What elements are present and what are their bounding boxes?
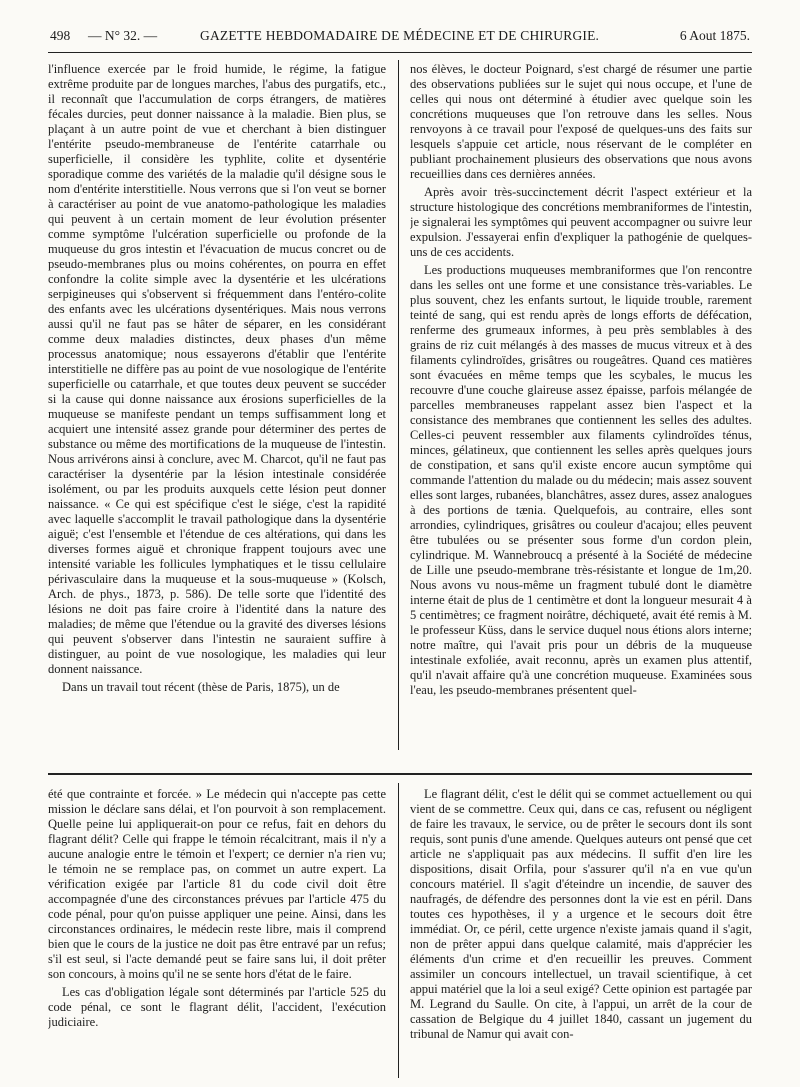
feuilleton-column-left	[48, 787, 386, 1077]
paragraph: Le flagrant délit, c'est le délit qui se commet actuellement ou qui vient de se commettre. Ceux qui, dans ce cas, refusent ou négligent de faire les travaux, le service, ou de prêter le secours dont ils sont requis, sont punis d'une amende. Quelques auteurs ont pensé que cet article ne s'appliquait pas aux médecins. Il suffit d'en lire les dispositions, disait Orfila, pour s'assurer qu'il n'a en vue qu'un concours matériel. Il s'agit d'éteindre un incendie, de sauver des naufragés, de défendre des personnes dont la vie est en péril. Dans toutes ces hypothèses, il y a urgence et le secours doit être immédiat. Or, ce péril, cette urgence n'existe jamais quand il s'agit, non de prêter appui dans quelque calamité, mais d'apprécier les éléments d'un crime et d'en recueillir les preuves. Comment assimiler un concours intellectuel, un travail scientifique, à cet appui matériel que la loi a seul exigé? Cette opinion est partagée par M. Legrand du Saulle. On cite, à l'appui, un arrêt de la cour de cassation de Belgique du 4 juillet 1840, cassant un jugement du tribunal de Namur qui avait con-	[410, 787, 752, 1041]
article-column-left	[48, 62, 386, 750]
feuilleton-column-right	[410, 787, 752, 1077]
top-column-divider	[398, 60, 399, 750]
paragraph: été que contrainte et forcée. » Le médecin qui n'accepte pas cette mission le déclare sans délai, et l'on pourvoit à son remplacement. Quelle peine lui appliquerait-on pour ce refus, fait en dehors du flagrant délit? Celle qui frappe le témoin récalcitrant, mais il n'y a aucune analogie entre le témoin et l'expert; ce dernier n'a rien vu; le témoin ne se remplace pas, on commet un autre expert. La vérification exigée par l'article 81 du code civil doit être accompagnée d'une des circonstances prévues par l'article 475 du code pénal, pour qu'on puisse appliquer une peine. Ainsi, dans les circonstances ordinaires, le médecin reste libre, mais il comprend bien que le cours de la justice ne doit pas être entravé par un refus; s'il est seul, si l'acte demandé peut se faire sans lui, il doit prêter son concours, à moins qu'il ne se sente hors d'état de le faire.	[48, 787, 386, 981]
paragraph: l'influence exercée par le froid humide, le régime, la fatigue extrême produite par de longues marches, l'abus des purgatifs, etc., il reconnaît que l'accumulation de corps étrangers, de matières fécales durcies, peut donner naissance à la maladie. Bien plus, se plaçant à un autre point de vue et cherchant à bien distinguer l'entérite pseudo-membraneuse de l'entérite catarrhale ou superficielle, il considère les typhlite, colite et dysentérie sporadique comme des variétés de la maladie qu'il désigne sous le nom d'entérite interstitielle. Nous verrons que si l'on veut se borner à caractériser au point de vue anatomo-pathologique les maladies qui peuvent à un certain moment de leur évolution présenter comme symptôme l'ulcération superficielle ou profonde de la muqueuse du gros intestin et l'évacuation de mucus concret ou de pseudo-membranes plus ou moins cohérentes, on pourra en effet confondre la colite simple avec la dysentérie et les ulcérations serpigineuses qui s'observent si fréquemment dans l'entéro-colite des enfants avec les ulcérations dysentériques. Mais nous verrons aussi qu'il ne faut pas se hâter de séparer, en les considérant comme deux maladies distinctes, deux phases d'un même processus anatomique; nous essayerons d'établir que l'entérite interstitielle ne diffère pas au point de vue nosologique de l'entérite superficielle ou catarrhale, et que toutes deux peuvent se succéder si la cause qui donne naissance aux érosions superficielles de la muqueuse se manifeste pendant un temps suffisamment long et acquiert une intensité assez grande pour déterminer des pertes de substance ou même des mortifications de la muqueuse de l'intestin. Nous arrivérons ainsi à conclure, avec M. Charcot, qu'il ne faut pas caractériser la dysentérie par la lésion intestinale considérée isolément, ou par les produits auxquels cette lésion peut donner naissance. « Ce qui est spécifique c'est le siége, c'est la rapidité avec laquelle s'accomplit le travail pathologique dans la dysentérie aiguë; c'est l'ensemble et l'étendue de ces altérations, qui dans les diverses formes aiguë et chronique frappent toujours avec une intensité variable les follicules lymphatiques et le tissu cellulaire périvasculaire dans la muqueuse et la sous-muqueuse » (Kolsch, Arch. de phys., 1873, p. 586). De telle sorte que l'identité des lésions ne doit pas faire croire à l'identité dans la nature des maladies; de même que l'étendue ou la gravité des diverses lésions qui peuvent s'observer dans l'intestin ne sauraient suffire à distinguer, au point de vue nosologique, les maladies qui leur donnent naissance.	[48, 62, 386, 676]
section-rule	[48, 773, 752, 775]
issue-number: — N° 32. —	[88, 28, 158, 43]
paragraph: Les productions muqueuses membraniformes que l'on rencontre dans les selles ont une forme et une consistance très-variables. Le plus souvent, chez les enfants surtout, le liquide trouble, rarement teinté de sang, qui est rendu après de longs efforts de défécation, renferme des grumeaux informes, à peu près semblables à des grains de riz cuit mélangés à des masses de mucus vitreux et à des filaments cylindroïdes, grisâtres ou rougeâtres. Quand ces matières sont évacuées en même temps que les scybales, le mucus les recouvre d'une couche glaireuse assez épaisse, parfois mélangée de parcelles membraneuses rappelant assez bien l'aspect et la consistance des membranes que contiennent les selles des adultes. Celles-ci peuvent ressembler aux filaments cylindroïdes ténus, minces, gélatineux, que contiennent les selles après quelques jours de constipation, et sans qu'il existe encore aucun symptôme qui commande l'attention du malade ou du médecin; mais assez souvent elles sont larges, rubanées, blanchâtres, assez dures, assez analogues à des portions de tænia. Quelquefois, au contraire, elles sont arrondies, cylindriques, grisâtres ou couleur d'acajou; elles peuvent être tubulées ou se présenter sous forme d'un cordon plein, cylindrique. M. Wannebroucq a présenté à la Société de médecine de Lille une pseudo-membrane très-résistante et longue de 1m,20. Nous avons vu nous-même un fragment tubulé dont le diamètre interne était de plus de 1 centimètre et dont la longueur mesurait 4 à 5 centimètres; ce fragment noirâtre, déchiqueté, avait été remis à M. le professeur Küss, dans le service duquel nous étions alors interne; notre maître, qui l'avait pris pour un débris de la muqueuse intestinale exfoliée, avait reconnu, après un examen plus attentif, qu'il n'avait affaire qu'à une concrétion muqueuse. Examinées sous l'eau, les pseudo-membranes présentent quel-	[410, 263, 752, 697]
issue-date: 6 Aout 1875.	[679, 28, 750, 43]
journal-title: GAZETTE HEBDOMADAIRE DE MÉDECINE ET DE CHIRURGIE.	[200, 28, 600, 43]
header-rule	[48, 52, 752, 53]
page-number: 498	[50, 28, 71, 43]
paragraph: nos élèves, le docteur Poignard, s'est chargé de résumer une partie des observations publiées sur le sujet qui nous occupe, et l'une de celles qui nous ont déterminé à étudier avec quelque soin les concrétions muqueuses que l'on retrouve dans les selles. Nous renvoyons à ce travail pour l'exposé de quelques-uns des faits sur lesquels s'appuie cet article, nous réservant de le compléter en publiant prochainement plusieurs des observations que nous avons recueillies dans ces dernières années.	[410, 62, 752, 181]
article-column-right	[410, 62, 752, 750]
paragraph: Dans un travail tout récent (thèse de Paris, 1875), un de	[62, 680, 340, 694]
paragraph: Après avoir très-succinctement décrit l'aspect extérieur et la structure histologique des concrétions membraniformes de l'intestin, je signalerai les symptômes qui peuvent accompagner ou suivre leur expulsion. J'essayerai enfin d'expliquer la pathogénie de quelques-uns de ces accidents.	[410, 185, 752, 259]
bottom-column-divider	[398, 783, 399, 1078]
running-header	[50, 26, 750, 48]
paragraph: Les cas d'obligation légale sont déterminés par l'article 525 du code pénal, ce sont le flagrant délit, l'accident, l'exécution judiciaire.	[48, 985, 386, 1029]
